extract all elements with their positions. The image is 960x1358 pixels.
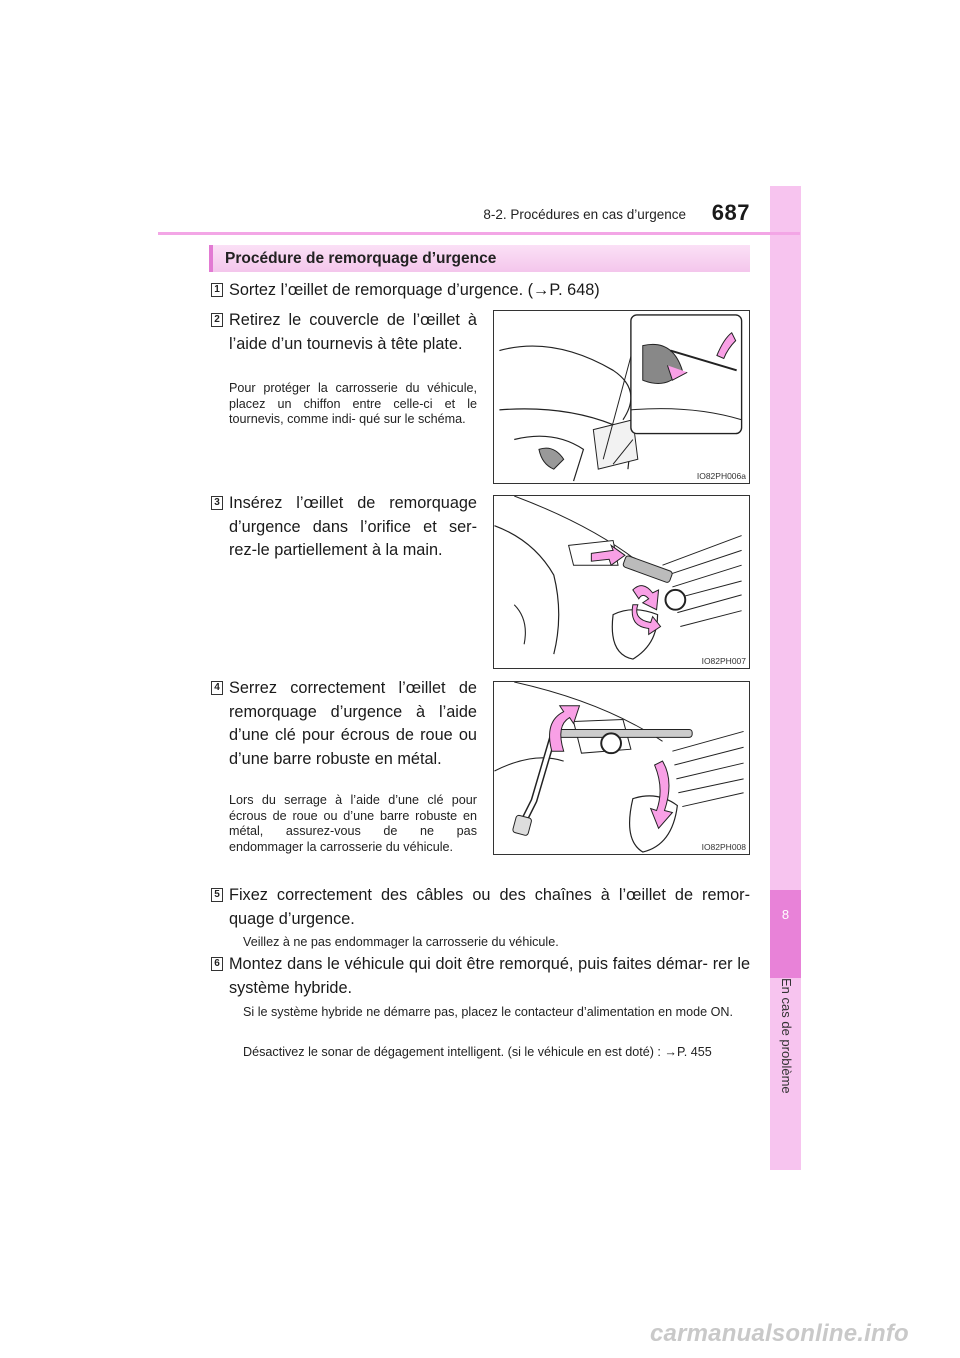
figure-code: IO82PH008 <box>701 842 746 852</box>
header-rule <box>158 232 800 235</box>
step-1-badge: 1 <box>211 283 223 297</box>
step-4-badge: 4 <box>211 681 223 695</box>
step-1-text: Sortez l’œillet de remorquage d’urgence. (→P. 648) <box>229 281 600 299</box>
step-2-note: Pour protéger la carrosserie du véhicule, placez un chiffon entre celle-ci et le tournevis, comme indi- qué sur le schéma. <box>229 381 477 426</box>
step-2-text: Retirez le couvercle de l’œillet à l’aide d’un tournevis à tête plate. <box>229 311 477 353</box>
watermark: carmanualsonline.info <box>650 1320 909 1347</box>
step-5-note: Veillez à ne pas endommager la carrosserie du véhicule. <box>243 935 559 949</box>
step-6-note: Si le système hybride ne démarre pas, placez le contacteur d’alimentation en mode ON. <box>243 1005 734 1019</box>
step-5-badge: 5 <box>211 888 223 902</box>
page-number: 687 <box>711 200 750 225</box>
section-title: Procédure de remorquage d’urgence <box>225 250 497 267</box>
step-6-text: Montez dans le véhicule qui doit être remorqué, puis faites démar- rer le système hybride. <box>229 955 750 997</box>
chapter-label: En cas de problème <box>778 978 794 1094</box>
section-title-bar <box>209 245 750 272</box>
figure-remove-cover <box>493 310 750 484</box>
figure-code: IO82PH006a <box>696 471 746 481</box>
step-6-badge: 6 <box>211 957 223 971</box>
chapter-number-badge <box>770 890 801 978</box>
bumper-eyelet-illustration <box>494 496 749 668</box>
figure-code: IO82PH007 <box>701 656 746 666</box>
figure-insert-eyelet <box>493 495 750 669</box>
step-4-text: Serrez correctement l’œillet de remorquage d’urgence à l’aide d’une clé pour écrous de roue ou d’une barre robuste en métal. <box>229 679 477 768</box>
step-3-badge: 3 <box>211 496 223 510</box>
step-3-text: Insérez l’œillet de remorquage d’urgence dans l’orifice et ser- rez-le partiellement à la main. <box>229 494 477 559</box>
chapter-number: 8 <box>781 907 790 922</box>
step-2-badge: 2 <box>211 313 223 327</box>
wrench-eyelet-illustration <box>494 682 749 854</box>
car-front-illustration <box>494 311 749 483</box>
step-5-text: Fixez correctement des câbles ou des chaînes à l’œillet de remor- quage d’urgence. <box>229 886 750 928</box>
step-6-note-2: Désactivez le sonar de dégagement intelligent. (si le véhicule en est doté) : →P. 455 <box>243 1045 712 1059</box>
figure-tighten-eyelet <box>493 681 750 855</box>
section-header: 8-2. Procédures en cas d’urgence <box>483 207 686 222</box>
step-4-note: Lors du serrage à l’aide d’une clé pour écrous de roue ou d’une barre robuste en métal, assurez-vous de ne pas endommager la carrosserie du véhicule. <box>229 793 477 854</box>
